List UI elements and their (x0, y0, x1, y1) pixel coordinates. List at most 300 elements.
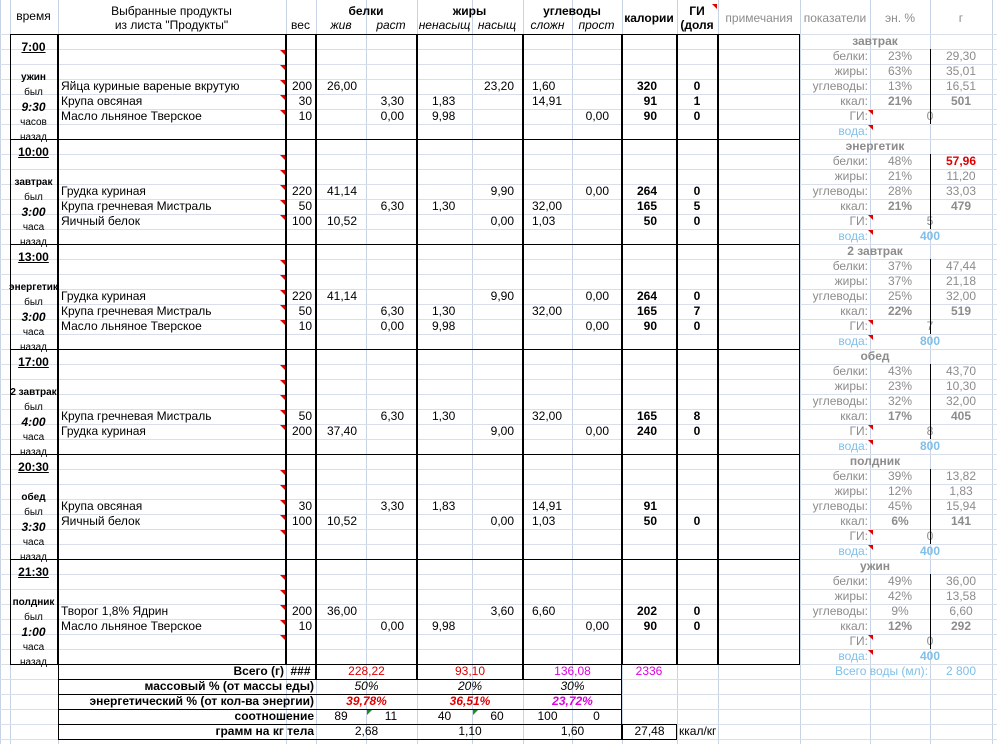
protein-animal-cell (327, 94, 365, 109)
carbs-complex-cell (532, 529, 570, 544)
product-name-cell[interactable]: Грудка куриная (61, 424, 146, 438)
per-kg-carbs: 1,60 (560, 724, 585, 738)
meal-was-label: был (24, 297, 43, 308)
grid-column-line (0, 0, 1, 744)
fat-unsat-cell: 1,30 (432, 304, 456, 318)
meal-time[interactable]: 7:00 (21, 40, 46, 54)
kcal-cell: 165 (636, 409, 657, 423)
totals-carbs: 136,08 (554, 664, 591, 678)
totals-weight: ### (290, 664, 311, 678)
kcal-cell (622, 529, 657, 544)
summary-label-kcal: ккал: (840, 619, 868, 633)
product-name-cell[interactable] (61, 394, 281, 409)
gi-cell: 0 (693, 109, 701, 123)
meal-hours-label: часа (22, 432, 45, 443)
product-name-cell[interactable]: Крупа гречневая Мистраль (61, 409, 212, 423)
carbs-header: углеводы (543, 4, 601, 18)
carbs-simple-cell (572, 199, 609, 214)
summary-divider (930, 259, 931, 334)
meal-time[interactable]: 10:00 (18, 145, 49, 159)
product-dropdown-marker[interactable] (280, 305, 285, 310)
summary-label-carb: углеводы: (812, 604, 868, 618)
protein-plant-cell (366, 394, 404, 409)
product-dropdown-marker[interactable] (280, 155, 285, 160)
summary-label-water: вода: (838, 439, 868, 453)
product-dropdown-marker[interactable] (280, 410, 285, 415)
product-name-cell[interactable]: Масло льняное Тверское (61, 319, 202, 333)
summary-kcal: 519 (950, 304, 972, 318)
weight-cell[interactable]: 50 (298, 409, 312, 423)
summary-label-protein: белки: (832, 49, 868, 63)
fat-sat-cell: 9,90 (490, 184, 514, 198)
protein-plant-cell (366, 634, 404, 649)
meal-previous-name: энергетик (9, 282, 58, 293)
summary-protein-g: 36,00 (945, 574, 977, 588)
protein-animal-cell: 41,14 (327, 289, 358, 303)
meal-hours-label: часов (20, 117, 47, 128)
summary-fat-pct: 12% (887, 484, 913, 498)
meal-elapsed: 3:00 (21, 205, 46, 219)
summary-label-fat: жиры: (834, 274, 868, 288)
protein-animal-cell (327, 409, 365, 424)
summary-label-carb: углеводы: (812, 79, 868, 93)
per-kg-label: грамм на кг тела (215, 724, 314, 738)
gi-cell: 0 (693, 619, 701, 633)
summary-carb-pct: 28% (887, 184, 913, 198)
weight-cell[interactable]: 30 (298, 94, 312, 108)
carbs-simple-cell (572, 634, 609, 649)
meal-elapsed: 1:00 (21, 625, 46, 639)
summary-label-water: вода: (838, 229, 868, 243)
kcal-cell: 165 (636, 199, 657, 213)
product-dropdown-marker[interactable] (280, 65, 285, 70)
protein-plant-cell: 0,00 (380, 619, 404, 633)
fat-unsat-cell: 9,98 (432, 319, 456, 333)
fat-unsat-cell: 1,83 (432, 94, 456, 108)
product-dropdown-marker[interactable] (280, 50, 285, 55)
weight-cell[interactable]: 100 (291, 514, 312, 528)
fat-unsat-cell: 1,83 (432, 499, 456, 513)
summary-water: 800 (919, 439, 941, 453)
summary-label-fat: жиры: (834, 169, 868, 183)
summary-kcal-pct: 12% (887, 619, 913, 633)
carbs-simple-header: прост (578, 18, 615, 32)
total-water-label: Всего воды (мл): (835, 664, 928, 678)
summary-label-fat: жиры: (834, 379, 868, 393)
summary-kcal: 501 (950, 94, 972, 108)
comment-marker[interactable] (868, 230, 873, 235)
gi-cell: 0 (693, 289, 701, 303)
carbs-complex-cell: 32,00 (532, 304, 563, 318)
product-dropdown-marker[interactable] (280, 635, 285, 640)
product-name-cell[interactable]: Грудка куриная (61, 289, 146, 303)
summary-water: 800 (919, 334, 941, 348)
weight-header: вес (291, 18, 310, 32)
carbs-complex-cell (532, 619, 570, 634)
product-name-cell[interactable]: Масло льняное Тверское (61, 619, 202, 633)
summary-gi: 8 (926, 424, 934, 438)
meal-previous-name: 2 завтрак (10, 387, 57, 398)
carbs-simple-cell (572, 214, 609, 229)
carbs-simple-cell (572, 94, 609, 109)
summary-divider (930, 574, 931, 649)
weight-cell[interactable]: 220 (291, 289, 312, 303)
product-dropdown-marker[interactable] (280, 200, 285, 205)
summary-protein-pct: 49% (887, 574, 913, 588)
summary-fat-g: 10,30 (945, 379, 977, 393)
weight-cell[interactable]: 10 (298, 619, 312, 633)
energy-pct-fat: 36,51% (449, 694, 491, 708)
product-dropdown-marker[interactable] (280, 395, 285, 400)
meal-was-label: был (24, 192, 43, 203)
meal-ago-label: назад (20, 342, 47, 353)
comment-marker[interactable] (868, 215, 873, 220)
protein-animal-cell (327, 109, 365, 124)
comment-marker[interactable] (868, 335, 873, 340)
summary-kcal-pct: 22% (887, 304, 913, 318)
summary-kcal: 292 (950, 619, 972, 633)
mass-pct-label: массовый % (от массы еды) (144, 679, 314, 693)
summary-divider (930, 154, 931, 229)
weight-cell[interactable]: 220 (291, 184, 312, 198)
summary-title: 2 завтрак (847, 244, 903, 258)
meal-notes-block (718, 244, 800, 350)
totals-label: Всего (г) (233, 664, 284, 678)
protein-plant-cell: 3,30 (380, 94, 404, 108)
fat-sat-cell (472, 199, 514, 214)
summary-fat-g: 1,83 (949, 484, 973, 498)
summary-carb-pct: 9% (891, 604, 909, 618)
notes-header: примечания (725, 11, 793, 25)
summary-label-water: вода: (838, 649, 868, 663)
carbs-complex-cell (532, 394, 570, 409)
ratio-protein-animal: 89 (334, 709, 348, 723)
summary-gi: 0 (926, 634, 934, 648)
grid-column-line (992, 0, 993, 744)
meal-previous-name: завтрак (14, 177, 53, 188)
carbs-complex-cell: 1,60 (532, 79, 556, 93)
totals-kcal: 2336 (635, 664, 663, 678)
summary-title: энергетик (845, 139, 905, 153)
kcal-cell: 90 (643, 109, 657, 123)
comment-marker[interactable] (868, 425, 873, 430)
gi-cell: 0 (693, 514, 701, 528)
comment-marker[interactable] (868, 635, 873, 640)
protein-animal-cell (327, 304, 365, 319)
kcal-cell: 240 (636, 424, 657, 438)
protein-plant-cell: 6,30 (380, 199, 404, 213)
weight-cell[interactable] (286, 634, 312, 649)
gi-cell (677, 529, 717, 544)
fat-unsat-cell (432, 289, 470, 304)
product-dropdown-marker[interactable] (280, 590, 285, 595)
summary-protein-pct: 37% (887, 259, 913, 273)
carbs-complex-cell (532, 319, 570, 334)
meal-elapsed: 3:00 (21, 310, 46, 324)
summary-kcal-pct: 17% (887, 409, 913, 423)
summary-label-kcal: ккал: (840, 304, 868, 318)
ratio-label: соотношение (234, 709, 314, 723)
meal-hours-label: часа (22, 327, 45, 338)
weight-cell[interactable]: 200 (291, 604, 312, 618)
weight-cell[interactable]: 10 (298, 319, 312, 333)
product-dropdown-marker[interactable] (280, 470, 285, 475)
protein-animal-cell: 36,00 (327, 604, 358, 618)
meal-previous-name: обед (21, 492, 46, 503)
product-name-cell[interactable] (61, 529, 281, 544)
mass-pct-protein: 50% (354, 679, 379, 693)
kcal-cell: 90 (643, 319, 657, 333)
summary-title: обед (860, 349, 890, 363)
product-name-cell[interactable] (61, 634, 281, 649)
gi-cell: 5 (693, 199, 701, 213)
product-dropdown-marker[interactable] (280, 365, 285, 370)
meal-elapsed: 9:30 (21, 100, 46, 114)
protein-animal-cell: 41,14 (327, 184, 358, 198)
fat-unsat-cell (432, 394, 470, 409)
comment-marker[interactable] (868, 125, 873, 130)
summary-kcal-pct: 21% (887, 199, 913, 213)
per-kg-protein: 2,68 (354, 724, 379, 738)
carbs-simple-cell: 0,00 (585, 424, 609, 438)
weight-cell[interactable] (286, 394, 312, 409)
product-name-cell[interactable]: Грудка куриная (61, 184, 146, 198)
meal-time[interactable]: 20:30 (18, 460, 49, 474)
meal-was-label: был (24, 507, 43, 518)
summary-water (900, 124, 960, 139)
grams-header: г (958, 11, 964, 25)
meal-hours-label: часа (22, 537, 45, 548)
fat-sat-cell (472, 634, 514, 649)
carbs-simple-cell (572, 394, 609, 409)
summary-carb-pct: 25% (887, 289, 913, 303)
protein-animal-cell: 10,52 (327, 514, 358, 528)
comment-marker[interactable] (868, 530, 873, 535)
summary-fat-g: 21,18 (945, 274, 977, 288)
comment-marker[interactable] (868, 110, 873, 115)
summary-label-kcal: ккал: (840, 514, 868, 528)
product-dropdown-marker[interactable] (280, 290, 285, 295)
protein-animal-cell (327, 634, 365, 649)
kcal-cell: 320 (636, 79, 657, 93)
carbs-complex-cell: 6,60 (532, 604, 556, 618)
product-dropdown-marker[interactable] (280, 170, 285, 175)
summary-fat-pct: 37% (887, 274, 913, 288)
product-dropdown-marker[interactable] (280, 185, 285, 190)
product-dropdown-marker[interactable] (280, 320, 285, 325)
comment-marker[interactable] (868, 650, 873, 655)
product-dropdown-marker[interactable] (280, 500, 285, 505)
gi-cell: 8 (693, 409, 701, 423)
carbs-simple-cell: 0,00 (585, 184, 609, 198)
protein-animal-cell: 37,40 (327, 424, 358, 438)
meal-time[interactable]: 21:30 (18, 565, 49, 579)
weight-cell[interactable]: 50 (298, 304, 312, 318)
protein-animal-cell (327, 619, 365, 634)
summary-label-fat: жиры: (834, 484, 868, 498)
summary-gi: 0 (926, 109, 934, 123)
summary-fat-pct: 63% (887, 64, 913, 78)
summary-protein-pct: 23% (887, 49, 913, 63)
products-header-line1: Выбранные продукты (111, 4, 232, 18)
product-dropdown-marker[interactable] (280, 515, 285, 520)
product-name-cell[interactable]: Крупа гречневая Мистраль (61, 199, 212, 213)
summary-fat-pct: 23% (887, 379, 913, 393)
product-name-cell[interactable]: Яичный белок (61, 214, 140, 228)
total-water: 2 800 (945, 664, 977, 678)
gi-cell: 7 (693, 304, 701, 318)
fat-header: жиры (452, 4, 487, 18)
summary-carb-g: 6,60 (949, 604, 973, 618)
summary-label-gi: ГИ: (849, 529, 868, 543)
summary-label-water: вода: (838, 124, 868, 138)
fat-unsat-cell (432, 514, 470, 529)
product-dropdown-marker[interactable] (280, 110, 285, 115)
product-dropdown-marker[interactable] (280, 605, 285, 610)
product-dropdown-marker[interactable] (280, 530, 285, 535)
summary-protein-pct: 43% (887, 364, 913, 378)
summary-divider (930, 364, 931, 439)
weight-cell[interactable]: 30 (298, 499, 312, 513)
gi-cell: 1 (693, 94, 701, 108)
summary-label-gi: ГИ: (849, 214, 868, 228)
product-name-cell[interactable]: Крупа овсяная (61, 94, 143, 108)
comment-marker[interactable] (712, 4, 717, 9)
summary-kcal-pct: 21% (887, 94, 913, 108)
fat-sat-cell (472, 529, 514, 544)
kcal-cell: 91 (643, 499, 657, 513)
weight-cell[interactable]: 200 (291, 79, 312, 93)
meal-ago-label: назад (20, 657, 47, 668)
protein-plant-cell (366, 514, 404, 529)
product-dropdown-marker[interactable] (280, 380, 285, 385)
gi-cell: 0 (693, 184, 701, 198)
protein-animal-cell: 26,00 (327, 79, 358, 93)
product-dropdown-marker[interactable] (280, 485, 285, 490)
product-dropdown-marker[interactable] (280, 425, 285, 430)
ratio-carbs-complex: 100 (537, 709, 558, 723)
comment-marker[interactable] (868, 545, 873, 550)
carbs-simple-cell (572, 514, 609, 529)
summary-kcal: 141 (950, 514, 972, 528)
summary-label-carb: углеводы: (812, 499, 868, 513)
summary-label-kcal: ккал: (840, 94, 868, 108)
product-dropdown-marker[interactable] (280, 275, 285, 280)
product-dropdown-marker[interactable] (280, 620, 285, 625)
summary-label-carb: углеводы: (812, 394, 868, 408)
protein-plant-cell (366, 214, 404, 229)
fat-unsat-cell (432, 424, 470, 439)
meal-time[interactable]: 17:00 (18, 355, 49, 369)
kcal-cell: 91 (643, 94, 657, 108)
carbs-complex-cell (532, 184, 570, 199)
fat-sat-cell (472, 304, 514, 319)
protein-animal-cell: 10,52 (327, 214, 358, 228)
protein-animal-cell (327, 319, 365, 334)
weight-cell[interactable]: 50 (298, 199, 312, 213)
summary-label-protein: белки: (832, 364, 868, 378)
kcal-cell: 202 (636, 604, 657, 618)
protein-animal-cell (327, 499, 365, 514)
indicators-header: показатели (803, 11, 867, 25)
protein-plant-cell (366, 79, 404, 94)
meal-elapsed: 4:00 (21, 415, 46, 429)
summary-protein-pct: 48% (887, 154, 913, 168)
weight-cell[interactable] (286, 529, 312, 544)
product-dropdown-marker[interactable] (280, 95, 285, 100)
summary-label-kcal: ккал: (840, 199, 868, 213)
product-name-cell[interactable]: Яйца куриные вареные вкрутую (61, 79, 240, 93)
weight-cell[interactable]: 10 (298, 109, 312, 123)
weight-cell[interactable]: 100 (291, 214, 312, 228)
protein-plant-header: раст (376, 18, 406, 32)
gi-cell (677, 394, 717, 409)
kcal-cell: 50 (643, 514, 657, 528)
meal-was-label: был (24, 87, 43, 98)
gi-cell: 0 (693, 604, 701, 618)
meal-notes-block (718, 139, 800, 245)
product-name-cell[interactable]: Масло льняное Тверское (61, 109, 202, 123)
comment-marker[interactable] (868, 320, 873, 325)
product-dropdown-marker[interactable] (280, 575, 285, 580)
carbs-simple-cell: 0,00 (585, 289, 609, 303)
carbs-simple-cell (572, 304, 609, 319)
meal-was-label: был (24, 612, 43, 623)
meal-notes-block (718, 349, 800, 455)
fat-sat-cell (472, 394, 514, 409)
summary-kcal: 479 (950, 199, 972, 213)
meal-ago-label: назад (20, 237, 47, 248)
totals-fat: 93,10 (454, 664, 486, 678)
carbs-complex-cell: 14,91 (532, 499, 563, 513)
carbs-simple-cell (572, 529, 609, 544)
gi-header-line1: ГИ (689, 4, 705, 18)
product-name-cell[interactable]: Яичный белок (61, 514, 140, 528)
product-dropdown-marker[interactable] (280, 260, 285, 265)
summary-carb-pct: 45% (887, 499, 913, 513)
carbs-complex-cell (532, 289, 570, 304)
protein-plant-cell: 6,30 (380, 409, 404, 423)
summary-gi: 5 (926, 214, 934, 228)
product-name-cell[interactable]: Крупа овсяная (61, 499, 143, 513)
product-dropdown-marker[interactable] (280, 80, 285, 85)
comment-marker[interactable] (868, 440, 873, 445)
time-header: время (16, 9, 51, 23)
summary-fat-g: 35,01 (945, 64, 977, 78)
ratio-fat-unsat: 40 (437, 709, 452, 723)
product-name-cell[interactable]: Крупа гречневая Мистраль (61, 304, 212, 318)
product-name-cell[interactable]: Творог 1,8% Ядрин (61, 604, 169, 618)
kcal-cell (622, 394, 657, 409)
meal-previous-name: ужин (21, 72, 46, 83)
kcal-cell: 50 (643, 214, 657, 228)
protein-plant-cell (366, 604, 404, 619)
meal-time[interactable]: 13:00 (18, 250, 49, 264)
meal-notes-block (718, 454, 800, 560)
summary-title: ужин (860, 559, 890, 573)
summary-water: 400 (919, 229, 941, 243)
carbs-complex-cell: 32,00 (532, 199, 563, 213)
meal-ago-label: назад (20, 132, 47, 143)
summary-protein-g: 29,30 (945, 49, 977, 63)
product-dropdown-marker[interactable] (280, 215, 285, 220)
weight-cell[interactable]: 200 (291, 424, 312, 438)
mass-pct-fat: 20% (457, 679, 483, 693)
carbs-simple-cell (572, 499, 609, 514)
summary-label-fat: жиры: (834, 64, 868, 78)
fat-sat-cell: 23,20 (483, 79, 514, 93)
fat-sat-cell (472, 619, 514, 634)
